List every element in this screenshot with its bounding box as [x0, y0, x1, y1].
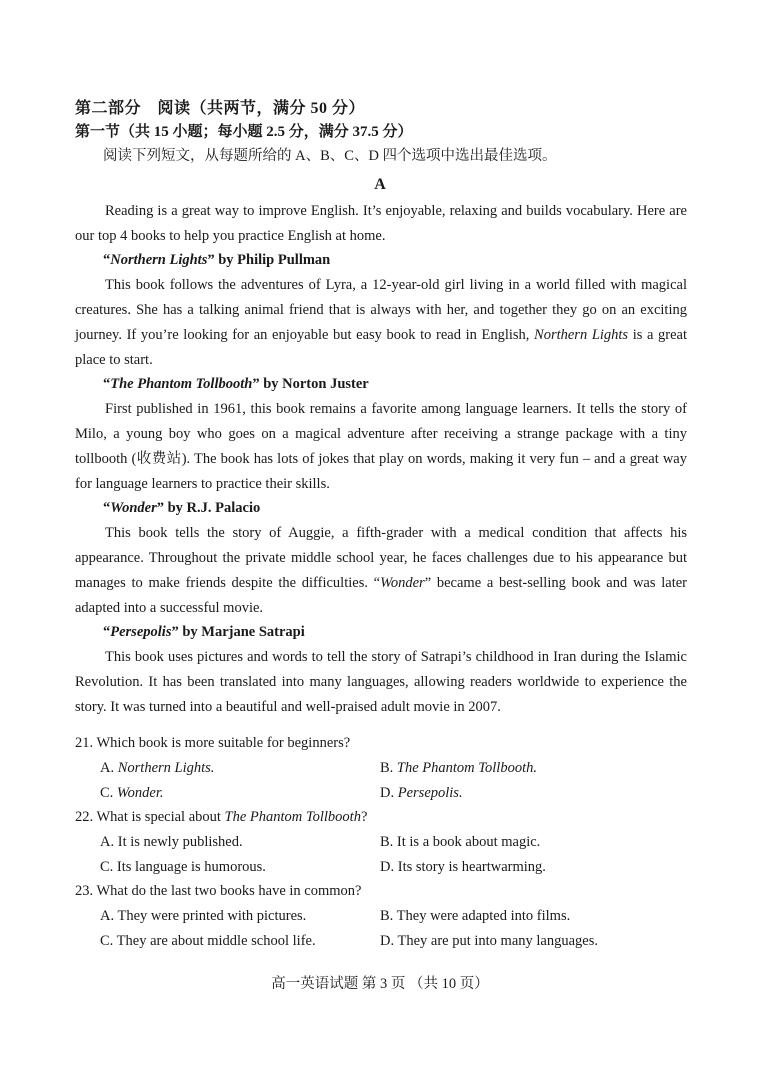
instruction: 阅读下列短文，从每题所给的 A、B、C、D 四个选项中选出最佳选项。: [103, 148, 557, 164]
book-title: Northern Lights: [110, 252, 208, 268]
question-stem: 22. What is special about The Phantom Tollbooth?: [75, 809, 368, 825]
book-heading: “Persepolis” by Marjane Satrapi: [103, 624, 305, 640]
book-description: First published in 1961, this book remains a favorite among language learners. It tells the story of Milo, a young boy who goes on a magical adventure after receiving a strange package with a tiny tollbooth (收费站). The book has lots of jokes that play on words, making it very fun – and a great way for language learners to practice their skills.: [75, 401, 687, 492]
book-description: This book follows the adventures of Lyra, a 12-year-old girl living in a world filled with magical creatures. She has a talking animal friend that is always with her, and together they go on an exciting journey. If you’re looking for an enjoyable but easy book to read in English, Northern Lights is a great place to start.: [75, 277, 687, 368]
passage-intro: Reading is a great way to improve English. It’s enjoyable, relaxing and builds vocabulary. Here are our top 4 books to help you practice English at home.: [75, 203, 687, 244]
option-c[interactable]: C. They are about middle school life.: [100, 933, 316, 949]
option-a[interactable]: A. Northern Lights.: [100, 760, 215, 776]
book-title: Persepolis: [110, 624, 172, 640]
question-stem: 23. What do the last two books have in common?: [75, 883, 362, 899]
page-footer: 高一英语试题 第 3 页 （共 10 页）: [271, 976, 489, 992]
book-title: Wonder: [110, 500, 157, 516]
book-author: by Philip Pullman: [218, 252, 331, 268]
option-b[interactable]: B. It is a book about magic.: [380, 834, 541, 850]
option-a[interactable]: A. They were printed with pictures.: [100, 908, 307, 924]
option-d[interactable]: D. They are put into many languages.: [380, 933, 598, 949]
book-author: by R.J. Palacio: [167, 500, 261, 516]
option-b[interactable]: B. The Phantom Tollbooth.: [380, 760, 537, 776]
book-author: by Marjane Satrapi: [182, 624, 305, 640]
part-title: 第二部分 阅读（共两节，满分 50 分）: [75, 100, 366, 117]
book-author: by Norton Juster: [263, 376, 369, 392]
passage-letter: A: [374, 176, 386, 193]
book-description: This book tells the story of Auggie, a fifth-grader with a medical condition that affects his appearance. Throughout the private middle school year, he faces challenges due to his appearance but manages to make friends despite the difficulties. “Wonder” became a best-selling book and was later adapted into a successful movie.: [75, 525, 687, 616]
option-b[interactable]: B. They were adapted into films.: [380, 908, 571, 924]
section-title: 第一节（共 15 小题；每小题 2.5 分，满分 37.5 分）: [75, 124, 413, 140]
book-heading: “Northern Lights” by Philip Pullman: [103, 252, 331, 268]
option-c[interactable]: C. Its language is humorous.: [100, 859, 266, 875]
option-c[interactable]: C. Wonder.: [100, 785, 164, 801]
option-d[interactable]: D. Its story is heartwarming.: [380, 859, 546, 875]
option-d[interactable]: D. Persepolis.: [380, 785, 463, 801]
book-heading: “Wonder” by R.J. Palacio: [103, 500, 261, 516]
option-a[interactable]: A. It is newly published.: [100, 834, 243, 850]
book-description: This book uses pictures and words to tell the story of Satrapi’s childhood in Iran during the Islamic Revolution. It has been translated into many languages, allowing readers worldwide to experience the story. It was turned into a beautiful and well-praised adult movie in 2007.: [75, 649, 687, 715]
book-heading: “The Phantom Tollbooth” by Norton Juster: [103, 376, 369, 392]
book-title: The Phantom Tollbooth: [110, 376, 253, 392]
question-stem: 21. Which book is more suitable for beginners?: [75, 735, 351, 751]
